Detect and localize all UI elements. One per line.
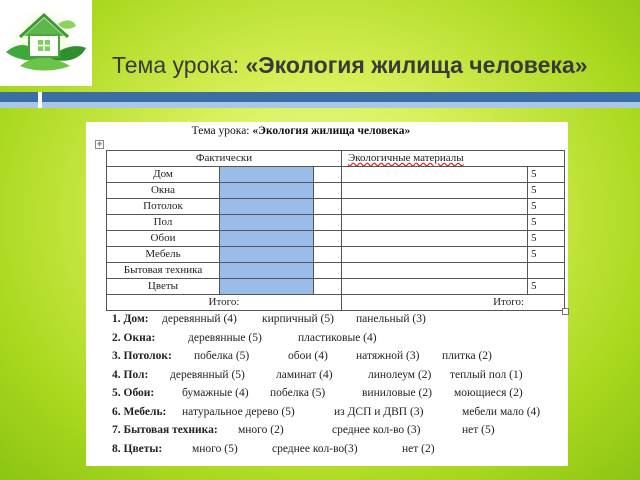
criteria-option: нет (2) [402, 442, 435, 455]
table-total-row [107, 295, 565, 311]
green-house-icon [0, 0, 92, 86]
criteria-item [112, 347, 562, 366]
criteria-option: моющиеся (2) [454, 387, 523, 399]
criteria-option: натуральное дерево (5) [182, 405, 295, 418]
criteria-head: 1. Дом: [112, 313, 149, 325]
empty-cell [314, 231, 342, 247]
criteria-option: мебели мало (4) [462, 405, 541, 418]
criteria-item [112, 384, 562, 403]
criteria-option: деревянный (4) [162, 313, 237, 325]
criteria-head: 3. Потолок: [112, 350, 172, 362]
header-eco-materials-text: Экологичные материалы [348, 152, 464, 164]
criteria-option: много (2) [238, 424, 284, 436]
table-resize-handle [562, 308, 569, 315]
criteria-option: линолеум (2) [368, 368, 432, 381]
actual-cell [220, 199, 314, 215]
document-title-prefix: Тема урока: [191, 125, 253, 137]
actual-cell [220, 263, 314, 279]
empty-cell [314, 247, 342, 263]
total-left: Итого: [107, 295, 342, 311]
row-label: Бытовая техника [107, 263, 220, 279]
criteria-option: натяжной (3) [356, 350, 420, 362]
criteria-option: пластиковые (4) [298, 331, 377, 344]
criteria-head: 2. Окна: [112, 331, 156, 344]
header-band-divider [38, 92, 42, 108]
row-label: Потолок [107, 199, 220, 215]
slide-title-bold: «Экология жилища человека» [245, 52, 588, 78]
slide-title-prefix: Тема урока: [112, 52, 246, 78]
table-row [107, 199, 565, 215]
row-label: Дом [107, 167, 220, 183]
empty-cell [314, 199, 342, 215]
empty-cell [314, 263, 342, 279]
score-cell [528, 263, 565, 279]
criteria-option: бумажные (4) [182, 387, 249, 399]
criteria-head: 5. Обои: [112, 387, 155, 399]
score-cell: 5 [528, 167, 565, 183]
criteria-item [112, 329, 562, 348]
criteria-option: побелка (5) [270, 387, 326, 399]
eco-house-logo [0, 0, 92, 86]
actual-cell [220, 183, 314, 199]
criteria-item [112, 440, 562, 459]
table-row [107, 263, 565, 279]
empty-cell [314, 215, 342, 231]
criteria-option: виниловые (2) [362, 387, 432, 399]
criteria-option: плитка (2) [442, 350, 492, 362]
table-row [107, 247, 565, 263]
table-row [107, 167, 565, 183]
criteria-list [112, 310, 562, 458]
actual-cell [220, 279, 314, 295]
criteria-head: 4. Пол: [112, 368, 149, 381]
criteria-option: деревянный (5) [170, 368, 245, 381]
score-cell: 5 [528, 247, 565, 263]
criteria-option: среднее кол-во(3) [272, 442, 358, 455]
actual-cell [220, 215, 314, 231]
document-title [86, 125, 516, 137]
table-row [107, 215, 565, 231]
actual-cell [220, 247, 314, 263]
eco-cell [342, 199, 528, 215]
criteria-option: обои (4) [288, 350, 328, 362]
score-cell: 5 [528, 279, 565, 295]
empty-cell [314, 167, 342, 183]
criteria-item [112, 403, 562, 422]
criteria-option: кирпичный (5) [262, 313, 334, 325]
eco-cell [342, 247, 528, 263]
criteria-option: ламинат (4) [276, 368, 333, 381]
score-cell: 5 [528, 183, 565, 199]
header-band-dark [0, 92, 640, 102]
empty-cell [314, 183, 342, 199]
criteria-option: панельный (3) [356, 313, 426, 325]
criteria-option: нет (5) [462, 424, 495, 436]
eco-cell [342, 215, 528, 231]
total-right: Итого: [342, 295, 565, 311]
header-actual: Фактически [107, 151, 342, 167]
actual-cell [220, 167, 314, 183]
actual-cell [220, 231, 314, 247]
score-cell: 5 [528, 199, 565, 215]
criteria-option: из ДСП и ДВП (3) [334, 405, 424, 418]
empty-cell [314, 279, 342, 295]
row-label: Пол [107, 215, 220, 231]
criteria-option: среднее кол-во (3) [332, 424, 421, 436]
criteria-item [112, 421, 562, 440]
assessment-table [106, 150, 565, 311]
criteria-head: 8. Цветы: [112, 442, 163, 455]
table-row [107, 279, 565, 295]
row-label: Мебель [107, 247, 220, 263]
table-row [107, 231, 565, 247]
criteria-head: 7. Бытовая техника: [112, 424, 218, 436]
row-label: Цветы [107, 279, 220, 295]
eco-cell [342, 231, 528, 247]
criteria-item [112, 310, 562, 329]
slide-title [112, 52, 632, 79]
criteria-option: побелка (5) [194, 350, 250, 362]
criteria-item [112, 366, 562, 385]
criteria-head: 6. Мебель: [112, 405, 167, 418]
table-row [107, 183, 565, 199]
eco-cell [342, 183, 528, 199]
document-image [86, 122, 568, 466]
eco-cell [342, 263, 528, 279]
score-cell: 5 [528, 231, 565, 247]
row-label: Обои [107, 231, 220, 247]
eco-cell [342, 167, 528, 183]
row-label: Окна [107, 183, 220, 199]
eco-cell [342, 279, 528, 295]
criteria-option: много (5) [192, 442, 238, 455]
table-move-handle-icon: ✥ [96, 141, 103, 148]
header-band-light [0, 102, 640, 108]
header-eco-materials [342, 151, 565, 167]
document-title-bold: «Экология жилища человека» [252, 125, 411, 137]
score-cell: 5 [528, 215, 565, 231]
criteria-option: деревянные (5) [188, 331, 262, 344]
table-header-row [107, 151, 565, 167]
criteria-option: теплый пол (1) [450, 368, 523, 381]
